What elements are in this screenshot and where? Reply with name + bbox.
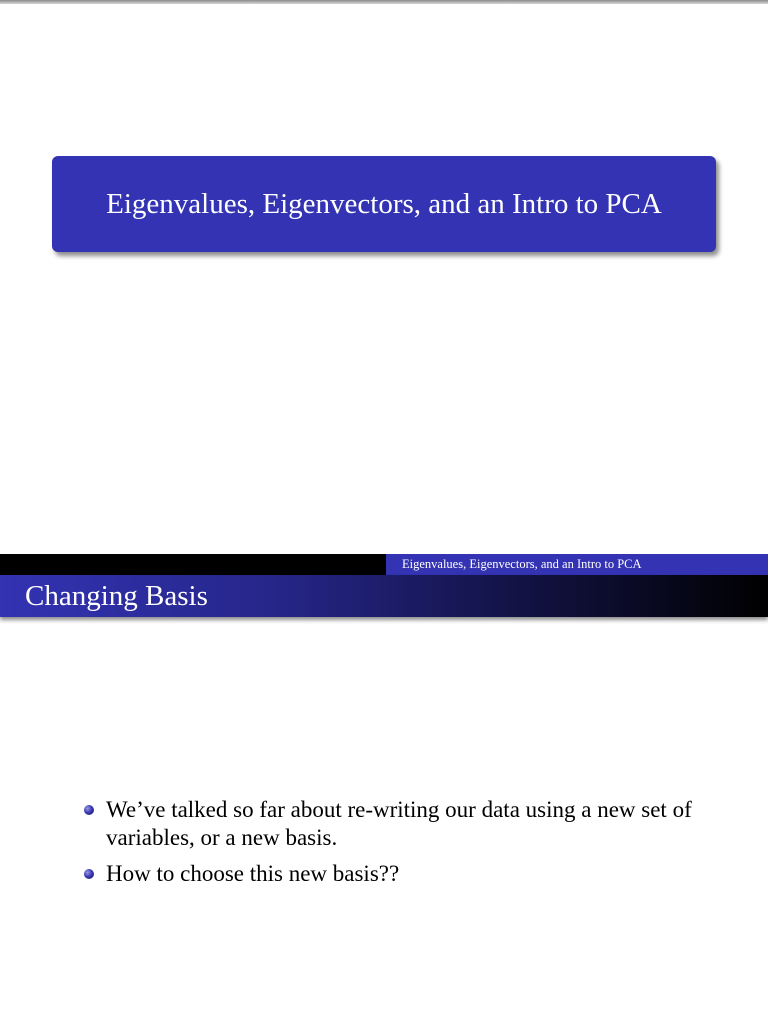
title-slide bbox=[0, 4, 768, 554]
bullet-list bbox=[84, 796, 724, 896]
headline-short-title: Eigenvalues, Eigenvectors, and an Intro to PCA bbox=[386, 554, 768, 575]
presentation-title: Eigenvalues, Eigenvectors, and an Intro to PCA bbox=[106, 188, 662, 220]
changing-basis-slide bbox=[0, 554, 768, 1024]
list-item bbox=[84, 860, 724, 888]
headline-bar bbox=[0, 554, 768, 575]
bullet-ball-icon bbox=[84, 869, 94, 879]
list-item bbox=[84, 796, 724, 852]
bullet-text: We’ve talked so far about re-writing our data using a new set of variables, or a new basis. bbox=[106, 797, 692, 850]
frame-title-bar bbox=[0, 575, 768, 617]
bullet-ball-icon bbox=[84, 805, 94, 815]
title-box bbox=[52, 156, 716, 252]
bullet-text: How to choose this new basis?? bbox=[106, 861, 400, 886]
frame-title: Changing Basis bbox=[25, 580, 208, 612]
